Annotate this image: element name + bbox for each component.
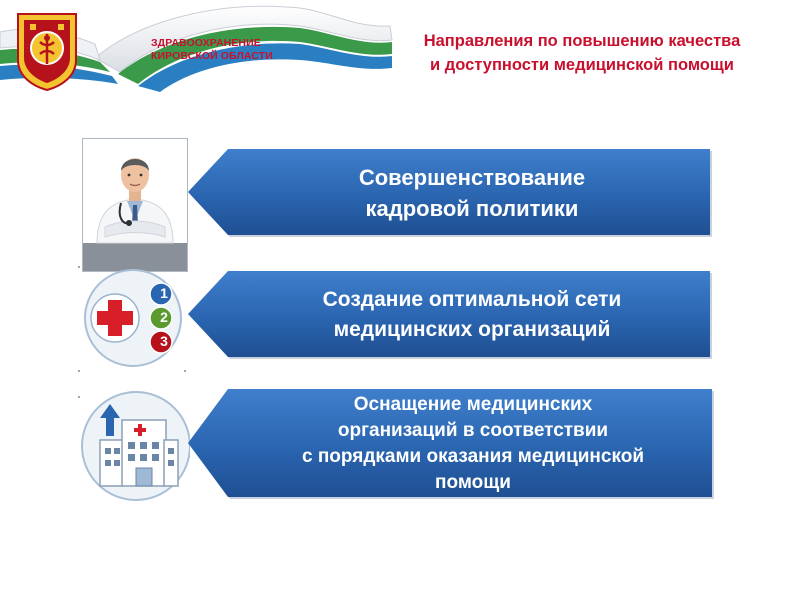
direction-text-1 <box>230 150 714 236</box>
slide-title <box>372 29 792 77</box>
bullet-dot <box>184 370 186 372</box>
hospital-building-icon <box>80 384 190 508</box>
doctor-photo <box>82 138 188 272</box>
title-line-1: Направления по повышению качества <box>423 32 741 50</box>
organization-name <box>151 37 281 63</box>
direction-1-line-2: кадровой политики <box>365 196 579 221</box>
direction-3-line-3: с порядками оказания медицинской <box>301 446 645 467</box>
number-2: 2 <box>160 309 168 325</box>
number-3: 3 <box>160 333 168 349</box>
slide-header <box>0 0 800 100</box>
number-1: 1 <box>160 285 168 301</box>
direction-2-line-2: медицинских организаций <box>333 318 611 341</box>
direction-3-line-1: Оснащение медицинских <box>353 394 593 415</box>
bullet-dot <box>78 370 80 372</box>
org-name-line-2: КИРОВСКОЙ ОБЛАСТИ <box>151 50 273 62</box>
direction-2-line-1: Создание оптимальной сети <box>322 288 622 311</box>
doctor-icon <box>83 139 187 271</box>
direction-3-line-2: организаций в соответствии <box>337 420 609 441</box>
title-line-2: и доступности медицинской помощи <box>430 56 734 74</box>
direction-3-line-4: помощи <box>435 472 511 493</box>
direction-1-line-1: Совершенствование <box>358 165 586 190</box>
direction-text-2 <box>230 272 714 358</box>
org-name-line-1: ЗДРАВООХРАНЕНИЕ <box>151 37 261 49</box>
regional-emblem <box>16 12 78 92</box>
direction-text-3 <box>230 390 716 498</box>
